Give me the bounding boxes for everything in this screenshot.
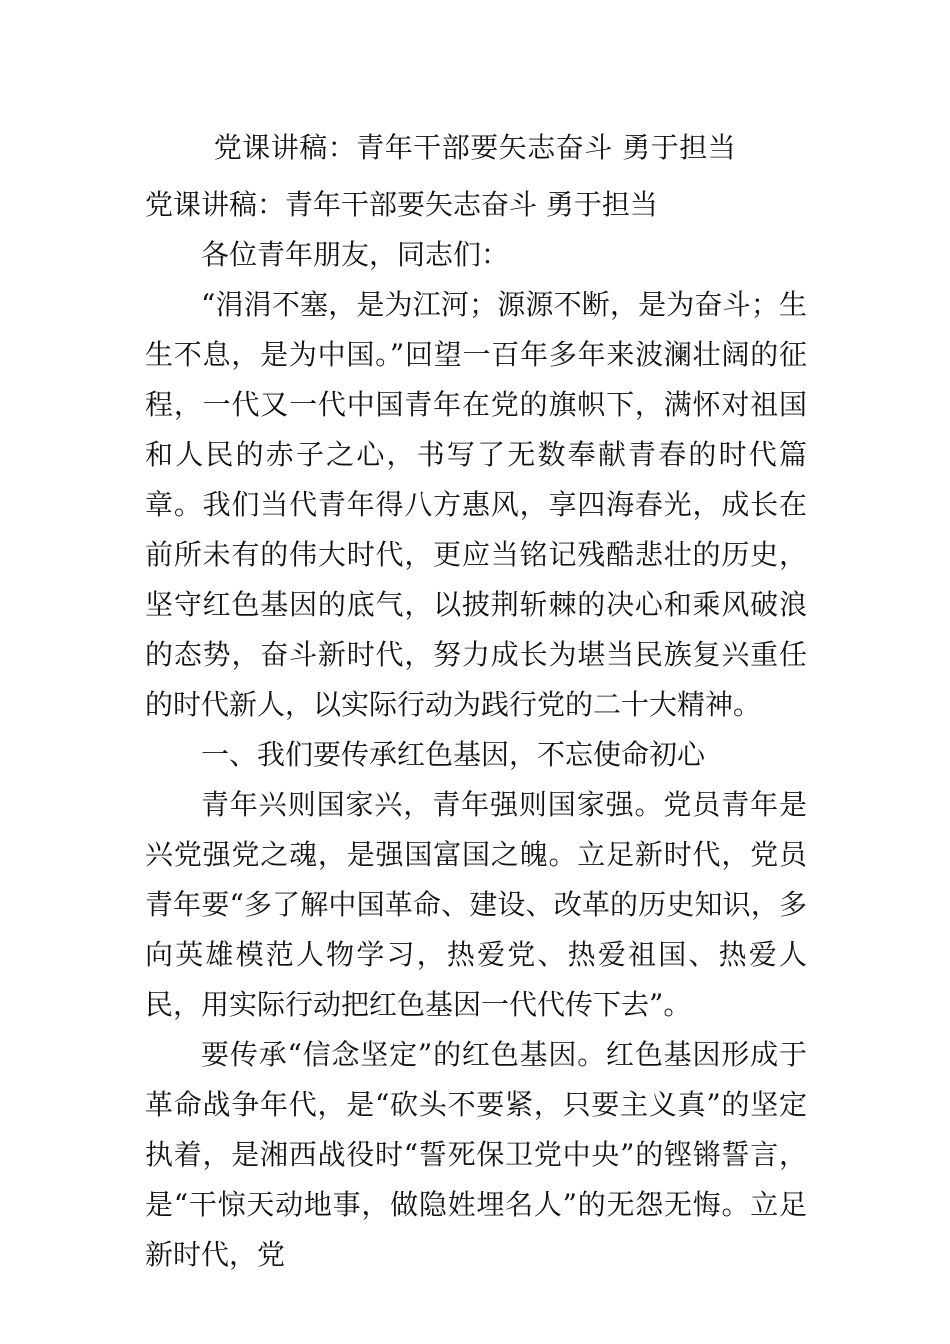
document-subtitle: 党课讲稿：青年干部要矢志奋斗 勇于担当	[145, 188, 658, 221]
document-title: 党课讲稿：青年干部要矢志奋斗 勇于担当	[213, 131, 737, 164]
document-body	[145, 180, 807, 1280]
paragraph-intro: “涓涓不塞，是为江河；源源不断，是为奋斗；生生不息，是为中国。”回望一百年多年来波澜壮阔的征程，一代又一代中国青年在党的旗帜下，满怀对祖国和人民的赤子之心，书写了无数奉献青春的时代篇章。我们当代青年得八方惠风，享四海春光，成长在前所未有的伟大时代，更应当铭记残酷悲壮的历史，坚守红色基因的底气，以披荆斩棘的决心和乘风破浪的态势，奋斗新时代，努力成长为堪当民族复兴重任的时代新人，以实际行动为践行党的二十大精神。	[145, 288, 807, 721]
paragraph-section-1: 青年兴则国家兴，青年强则国家强。党员青年是兴党强党之魂，是强国富国之魄。立足新时代，党员青年要“多了解中国革命、建设、改革的历史知识，多向英雄模范人物学习，热爱党、热爱祖国、热爱人民，用实际行动把红色基因一代代传下去”。	[145, 788, 807, 1021]
paragraph-red-gene: 要传承“信念坚定”的红色基因。红色基因形成于革命战争年代，是“砍头不要紧，只要主义真”的坚定执着，是湘西战役时“誓死保卫党中央”的铿锵誓言，是“干惊天动地事，做隐姓埋名人”的无怨无悔。立足新时代，党	[145, 1038, 807, 1271]
greeting: 各位青年朋友，同志们：	[201, 238, 510, 271]
section-heading-1: 一、我们要传承红色基因，不忘使命初心	[201, 738, 706, 771]
